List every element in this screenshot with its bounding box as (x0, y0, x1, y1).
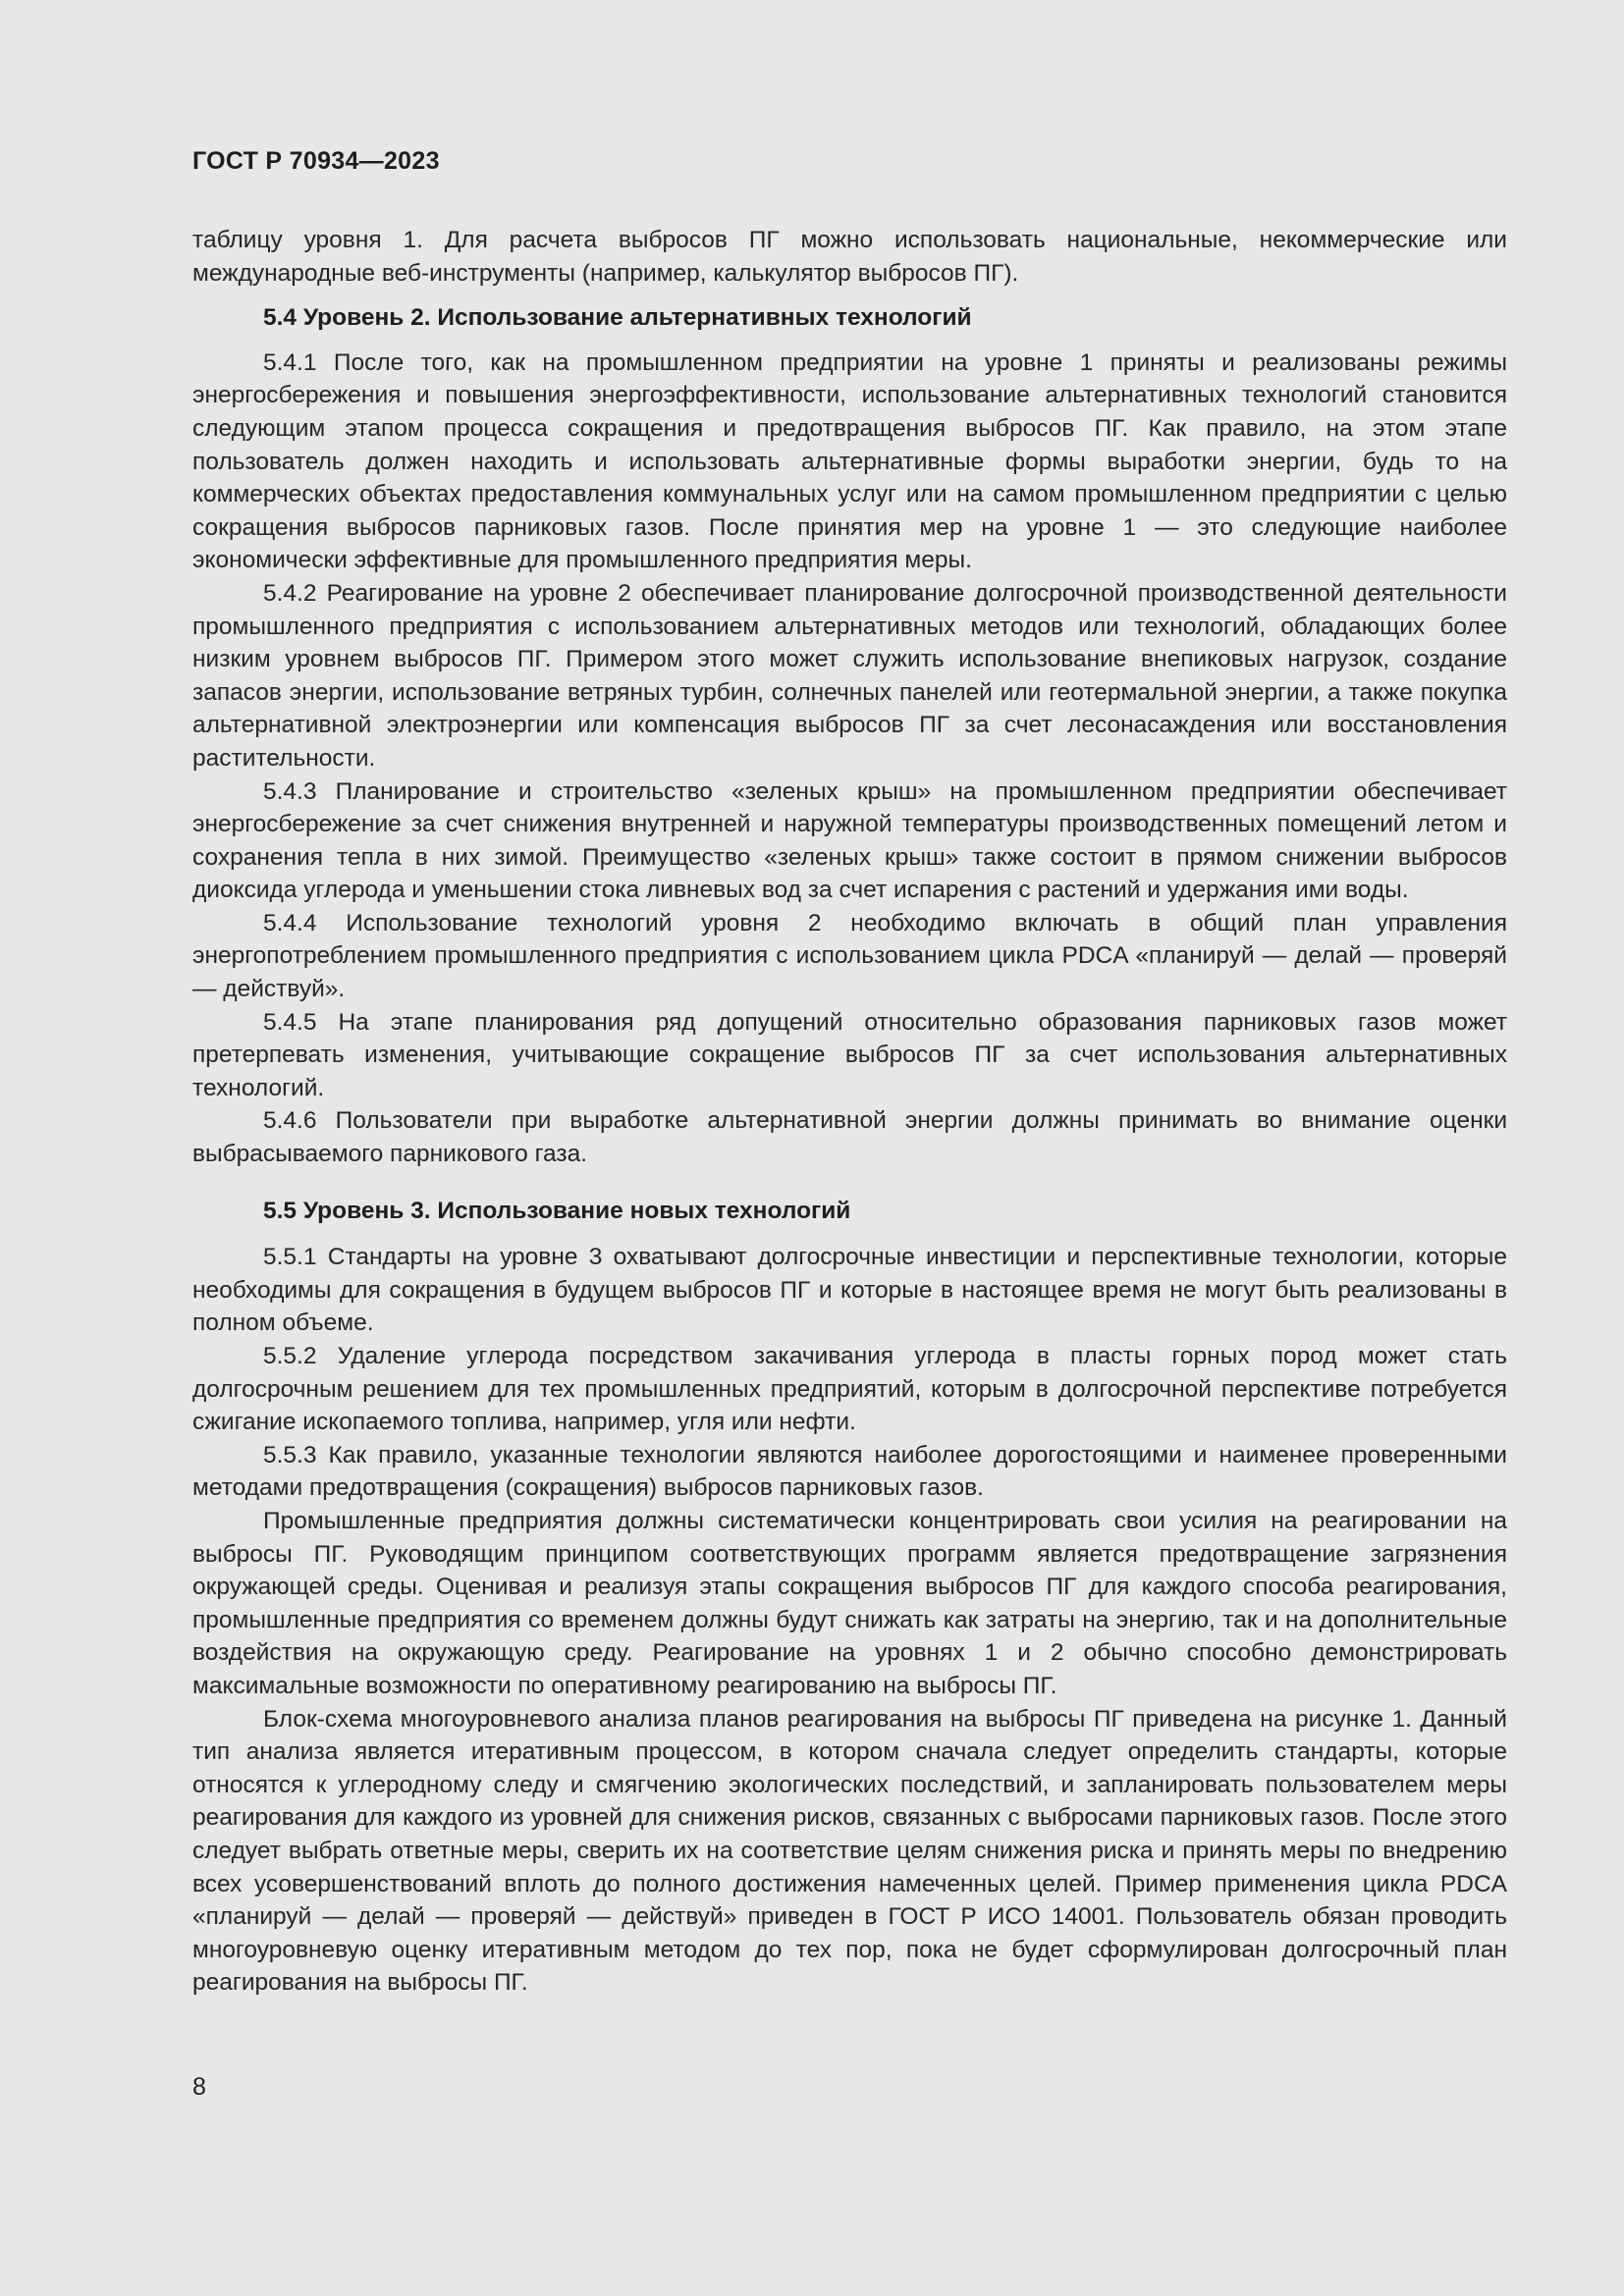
paragraph-flowchart: Блок-схема многоуровневого анализа планов реагирования на выбросы ПГ приведена на рисунке 1. Данный тип анализа является итеративным процессом, в котором сначала следует определить стандарты, которые относятся к углеродному следу и смягчению экологических последствий, и запланировать пользователем меры реагирования для каждого из уровней для снижения рисков, связанных с выбросами парниковых газов. После этого следует выбрать ответные меры, сверить их на соответствие целям снижения риска и принять меры по внедрению всех усовершенствований вплоть до полного достижения намеченных целей. Пример применения цикла PDCA «планируй — делай — проверяй — действуй» приведен в ГОСТ Р ИСО 14001. Пользователь обязан проводить многоуровневую оценку итеративным методом до тех пор, пока не будет сформулирован долгосрочный план реагирования на выбросы ПГ. (192, 1705, 1507, 1997)
section-heading-5-4: 5.4 Уровень 2. Использование альтернативных технологий (263, 304, 972, 332)
document-body (192, 224, 1507, 2000)
document-header: ГОСТ Р 70934—2023 (192, 147, 440, 175)
paragraph-5-4-3: 5.4.3 Планирование и строительство «зеленых крыш» на промышленном предприятии обеспечивает энергосбережение за счет снижения внутренней и наружной температуры производственных помещений летом и сохранения тепла в них зимой. Преимущество «зеленых крыш» также состоит в прямом снижении выбросов диоксида углерода и уменьшении стока ливневых вод за счет испарения с растений и удержания ими воды. (192, 777, 1507, 904)
paragraph-5-4-5: 5.4.5 На этапе планирования ряд допущений относительно образования парниковых газов может претерпевать изменения, учитывающие сокращение выбросов ПГ за счет использования альтернативных технологий. (192, 1008, 1507, 1101)
paragraph-5-5-3: 5.5.3 Как правило, указанные технологии являются наиболее дорогостоящими и наименее проверенными методами предотвращения (сокращения) выбросов парниковых газов. (192, 1441, 1507, 1502)
page-number: 8 (192, 2073, 206, 2101)
paragraph-5-5-1: 5.5.1 Стандарты на уровне 3 охватывают долгосрочные инвестиции и перспективные технологии, которые необходимы для сокращения в будущем выбросов ПГ и которые в настоящее время не могут быть реализованы в полном объеме. (192, 1244, 1507, 1337)
paragraph-5-5-2: 5.5.2 Удаление углерода посредством закачивания углерода в пласты горных пород может стать долгосрочным решением для тех промышленных предприятий, которым в долгосрочной перспективе потребуется сжигание ископаемого топлива, например, угля или нефти. (192, 1343, 1507, 1436)
paragraph-continuation: таблицу уровня 1. Для расчета выбросов ПГ можно использовать национальные, некоммерческие или международные веб-инструменты (например, калькулятор выбросов ПГ). (192, 227, 1507, 287)
paragraph-5-4-1: 5.4.1 После того, как на промышленном предприятии на уровне 1 приняты и реализованы режимы энергосбережения и повышения энергоэффективности, использование альтернативных технологий становится следующим этапом процесса сокращения и предотвращения выбросов ПГ. Как правило, на этом этапе пользователь должен находить и использовать альтернативные формы выработки энергии, будь то на коммерческих объектах предоставления коммунальных услуг или на самом промышленном предприятии с целью сокращения выбросов парниковых газов. После принятия мер на уровне 1 — это следующие наиболее экономически эффективные для промышленного предприятия меры. (192, 348, 1507, 574)
paragraph-5-4-2: 5.4.2 Реагирование на уровне 2 обеспечивает планирование долгосрочной производственной деятельности промышленного предприятия с использованием альтернативных методов или технологий, обладающих более низким уровнем выбросов ПГ. Примером этого может служить использование внепиковых нагрузок, создание запасов энергии, использование ветряных турбин, солнечных панелей или геотермальной энергии, а также покупка альтернативной электроэнергии или компенсация выбросов ПГ за счет лесонасаждения или восстановления растительности. (192, 579, 1507, 772)
paragraph-5-4-6: 5.4.6 Пользователи при выработке альтернативной энергии должны принимать во внимание оценки выбрасываемого парникового газа. (192, 1107, 1507, 1168)
paragraph-industrial-enterprises: Промышленные предприятия должны систематически концентрировать свои усилия на реагировании на выбросы ПГ. Руководящим принципом соответствующих программ является предотвращение загрязнения окружающей среды. Оценивая и реализуя этапы сокращения выбросов ПГ для каждого способа реагирования, промышленные предприятия со временем должны будут снижать как затраты на энергию, так и на дополнительные воздействия на окружающую среду. Реагирование на уровнях 1 и 2 обычно способно демонстрировать максимальные возможности по оперативному реагированию на выбросы ПГ. (192, 1507, 1507, 1699)
section-heading-5-5: 5.5 Уровень 3. Использование новых технологий (263, 1197, 851, 1224)
paragraph-5-4-4: 5.4.4 Использование технологий уровня 2 необходимо включать в общий план управления энергопотреблением промышленного предприятия с использованием цикла PDCA «планируй — делай — проверяй — действуй». (192, 909, 1507, 1003)
